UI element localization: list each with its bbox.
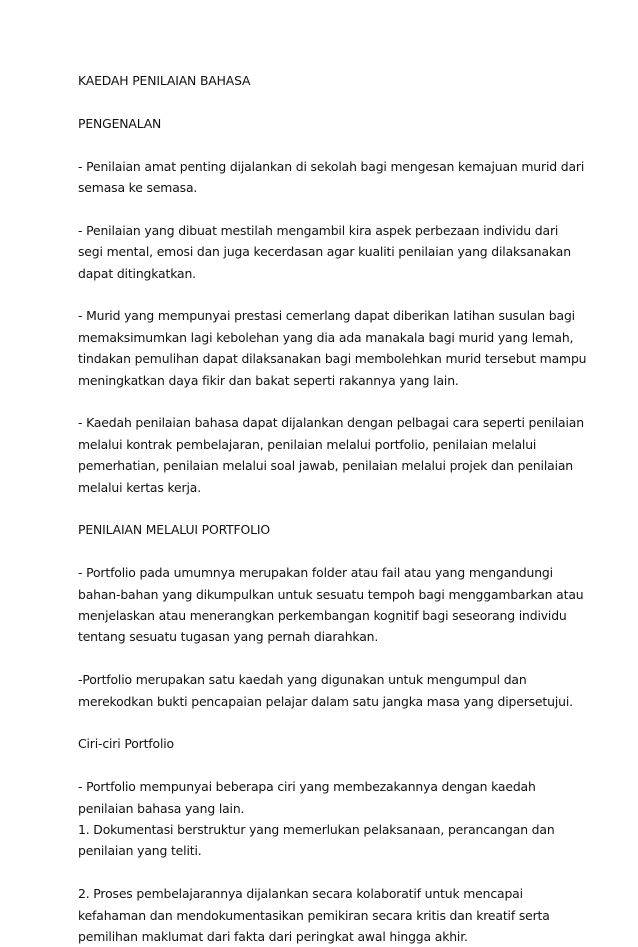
paragraph-line: semasa ke semasa. <box>78 180 198 195</box>
paragraph-line: menjelaskan atau menerangkan perkembangan kognitif bagi seseorang individu <box>78 608 567 624</box>
paragraph-7 <box>78 776 578 862</box>
paragraph-2 <box>78 220 578 284</box>
paragraph-5 <box>78 562 584 648</box>
paragraph-line: dapat ditingkatkan. <box>78 265 196 281</box>
paragraph-line: 1. Dokumentasi berstruktur yang memerlukan pelaksanaan, perancangan dan <box>78 822 555 838</box>
document-page <box>78 70 587 947</box>
paragraph-line: meningkatkan daya fikir dan bakat seperti rakannya yang lain. <box>78 372 459 388</box>
paragraph-line: pemerhatian, penilaian melalui soal jawab, penilaian melalui projek dan penilaian <box>78 458 574 474</box>
paragraph-line: - Portfolio mempunyai beberapa ciri yang membezakannya dengan kaedah <box>78 779 536 795</box>
paragraph-line: 2. Proses pembelajarannya dijalankan secara kolaboratif untuk mencapai <box>78 886 523 902</box>
paragraph-6 <box>78 669 578 712</box>
paragraph-3 <box>78 305 587 391</box>
paragraph-line: kefahaman dan mendokumentasikan pemikiran secara kritis dan kreatif serta <box>78 907 550 923</box>
paragraph-line: - Portfolio pada umumnya merupakan folder atau fail atau yang mengandungi <box>78 565 553 581</box>
section-heading-ciri-ciri: Ciri-ciri Portfolio <box>78 736 174 752</box>
paragraph-line: memaksimumkan lagi kebolehan yang dia ada manakala bagi murid yang lemah, <box>78 329 574 345</box>
paragraph-line: penilaian bahasa yang lain. <box>78 800 245 816</box>
paragraph-4 <box>78 412 584 498</box>
paragraph-line: penilaian yang teliti. <box>78 843 202 859</box>
document-title: KAEDAH PENILAIAN BAHASA <box>78 73 251 88</box>
paragraph-line: tindakan pemulihan dapat dilaksanakan bagi membolehkan murid tersebut mampu <box>78 351 587 367</box>
section-heading-portfolio: PENILAIAN MELALUI PORTFOLIO <box>78 522 270 538</box>
paragraph-line: segi mental, emosi dan juga kecerdasan agar kualiti penilaian yang dilaksanakan <box>78 244 571 260</box>
paragraph-line: merekodkan bukti pencapaian pelajar dalam satu jangka masa yang dipersetujui. <box>78 693 573 709</box>
paragraph-line: - Kaedah penilaian bahasa dapat dijalankan dengan pelbagai cara seperti penilaian <box>78 415 584 431</box>
paragraph-line: melalui kontrak pembelajaran, penilaian melalui portfolio, penilaian melalui <box>78 436 537 452</box>
paragraph-8 <box>78 883 578 947</box>
paragraph-line: - Penilaian yang dibuat mestilah mengambil kira aspek perbezaan individu dari <box>78 222 559 238</box>
paragraph-line: tentang sesuatu tugasan yang pernah diarahkan. <box>78 629 379 645</box>
paragraph-line: - Penilaian amat penting dijalankan di sekolah bagi mengesan kemajuan murid dari <box>78 158 585 174</box>
section-heading-pengenalan: PENGENALAN <box>78 115 162 131</box>
paragraph-line: -Portfolio merupakan satu kaedah yang digunakan untuk mengumpul dan <box>78 672 527 688</box>
paragraph-line: bahan-bahan yang dikumpulkan untuk sesuatu tempoh bagi menggambarkan atau <box>78 586 584 602</box>
paragraph-line: - Murid yang mempunyai prestasi cemerlang dapat diberikan latihan susulan bagi <box>78 308 575 324</box>
paragraph-line: pemilihan maklumat dari fakta dari peringkat awal hingga akhir. <box>78 929 468 945</box>
paragraph-1 <box>78 156 585 199</box>
paragraph-line: melalui kertas kerja. <box>78 479 201 495</box>
